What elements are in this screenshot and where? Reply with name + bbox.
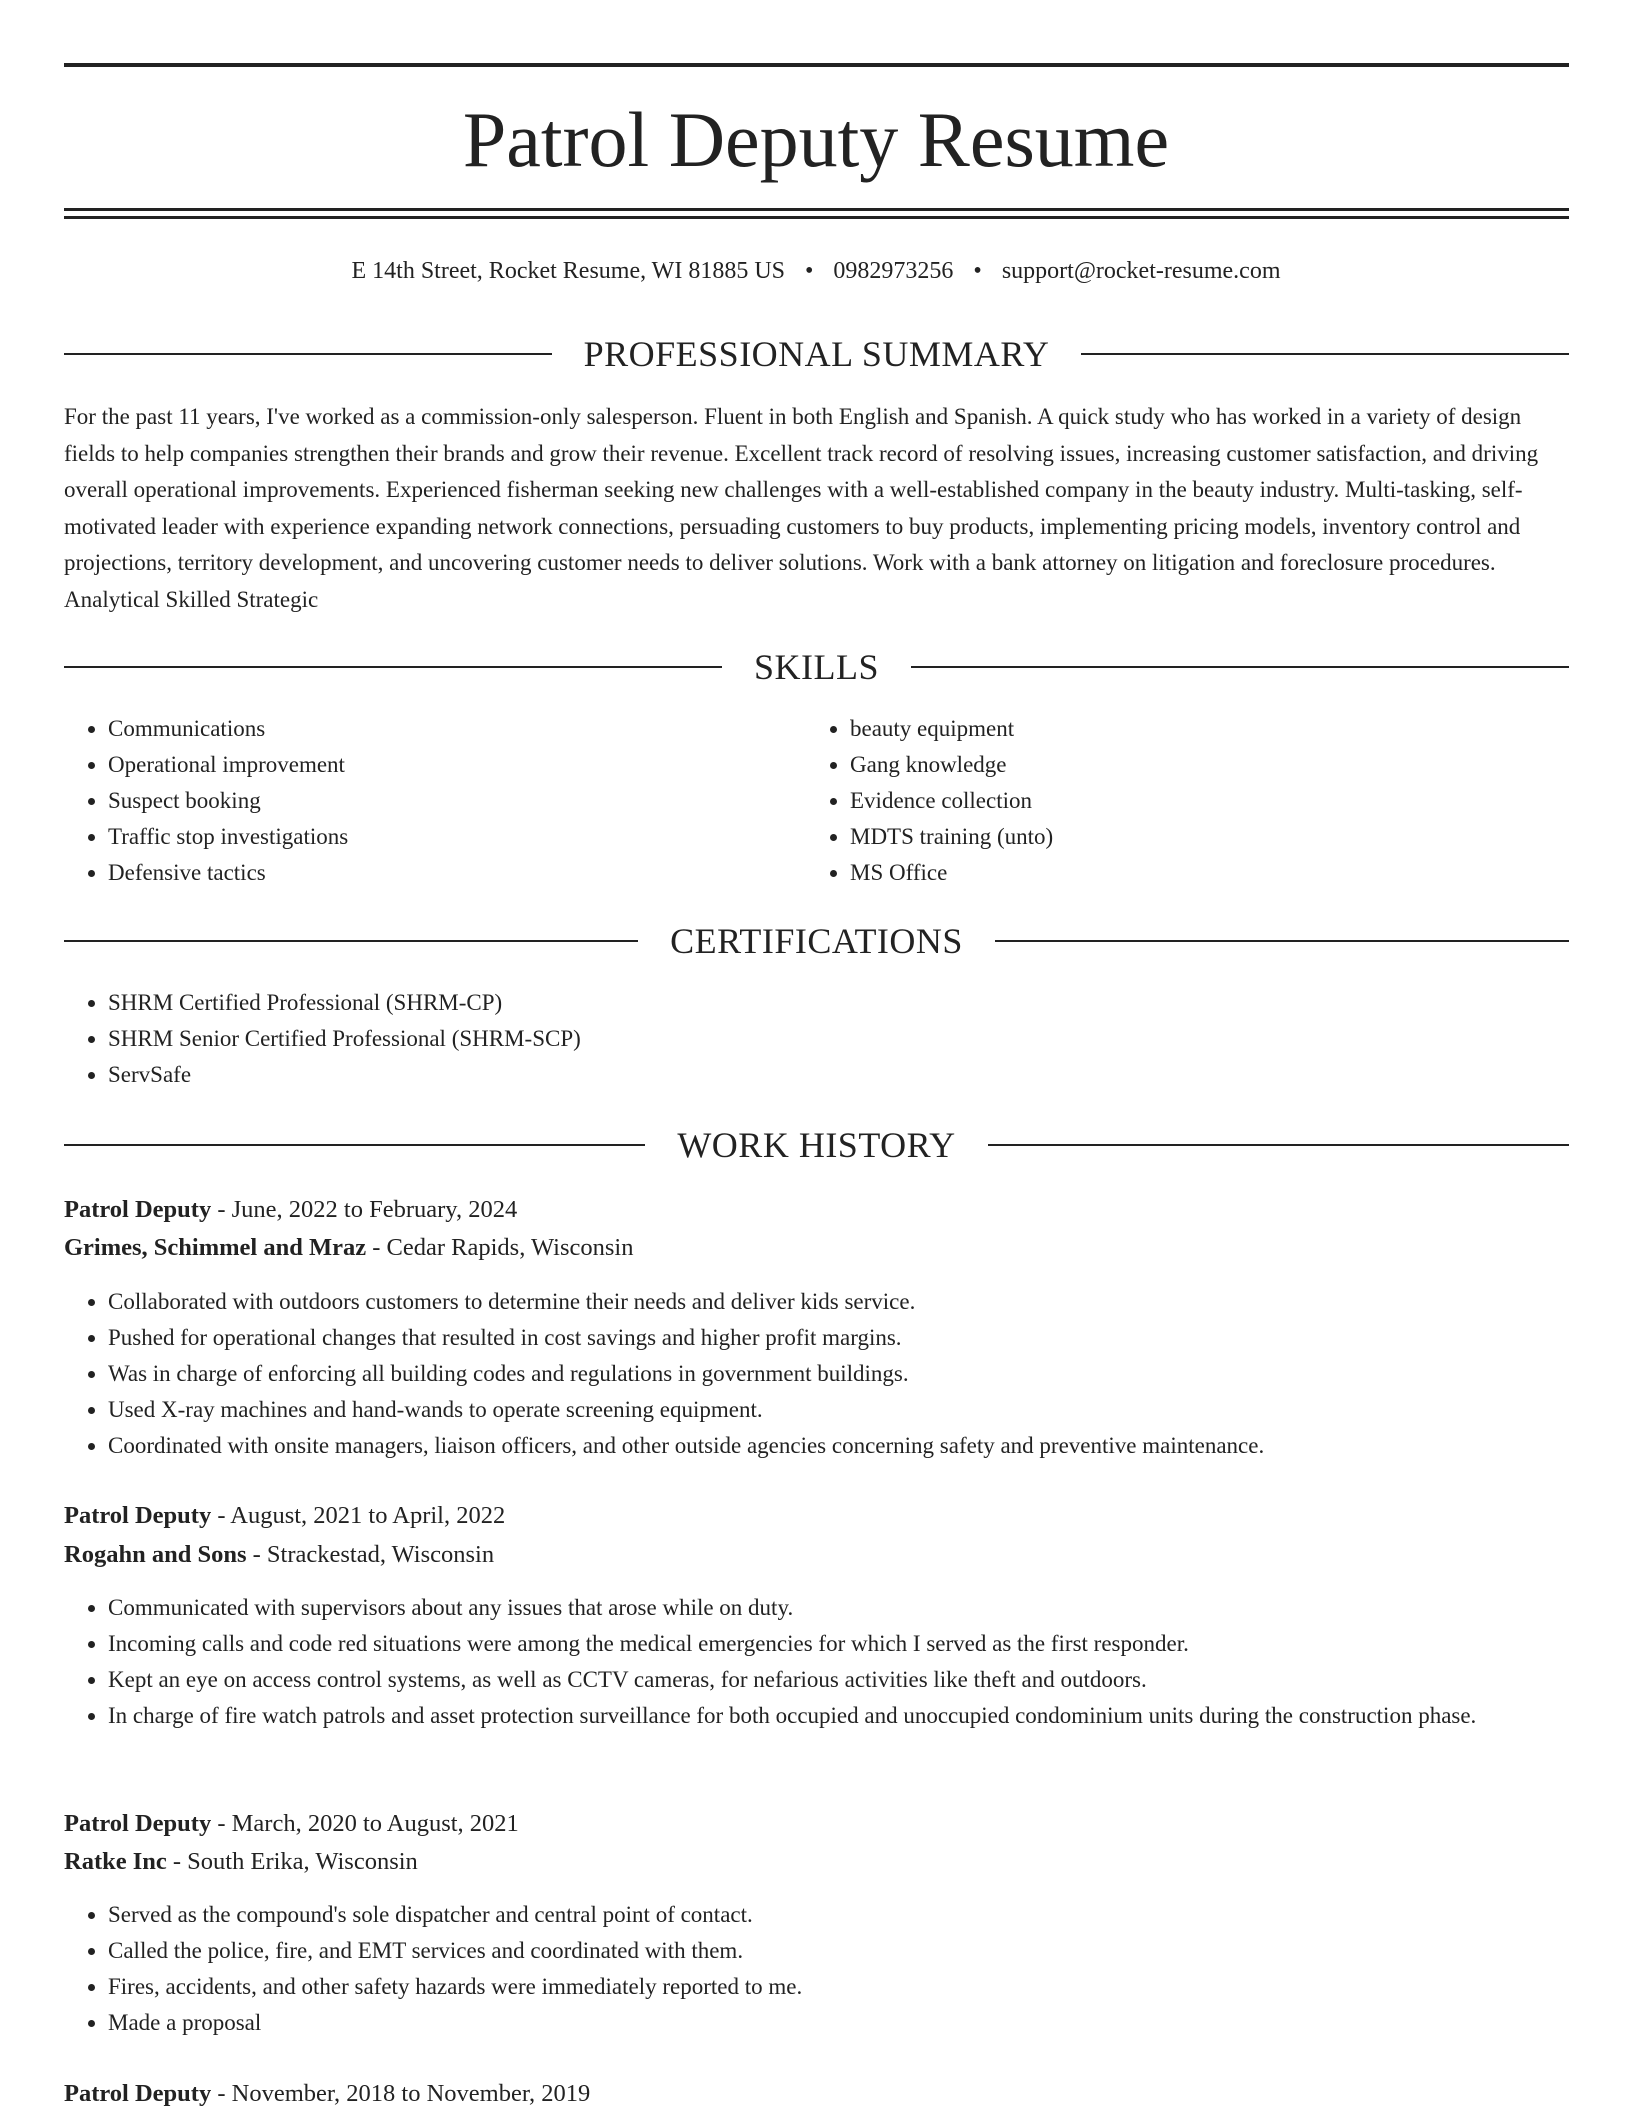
page-title: Patrol Deputy Resume (462, 96, 1170, 183)
job-bullet: • Collaborated with outdoors customers to determine their needs and deliver kids service. (108, 1284, 1613, 1320)
job-bullets (64, 1284, 1613, 1464)
certification-item: • SHRM Certified Professional (SHRM-CP) (108, 985, 1508, 1021)
skill-item: • Communications (108, 711, 808, 747)
job-bullet: • Used X-ray machines and hand-wands to operate screening equipment. (108, 1392, 1613, 1428)
job-title: Patrol Deputy (64, 2080, 212, 2107)
job-bullet: • In charge of fire watch patrols and asset protection surveillance for both occupied and unoccupied condominium units during the construction phase. (108, 1698, 1613, 1734)
skill-item: • Traffic stop investigations (108, 819, 808, 855)
job-bullet: • Fires, accidents, and other safety hazards were immediately reported to me. (108, 1969, 1613, 2005)
job-location: - South Erika, Wisconsin (166, 1848, 418, 1875)
section-rule-left (64, 1144, 645, 1146)
skills-list-left (64, 711, 808, 891)
job-company: Rogahn and Sons (64, 1541, 247, 1568)
job-company: Ratke Inc (64, 1848, 167, 1875)
section-rule-right (995, 940, 1569, 942)
job-title: Patrol Deputy (64, 1810, 212, 1837)
summary-text: For the past 11 years, I've worked as a commission-only salesperson. Fluent in both English and Spanish. A quick study who has worked in a variety of design fields to help companies strengthen their brands and grow their revenue. Excellent track record of resolving issues, increasing customer satisfaction, and driving overall operational improvements. Experienced fisherman seeking new challenges with a well-established company in the beauty industry. Multi-tasking, self-motivated leader with experience expanding network connections, persuading customers to buy products, implementing pricing models, inventory control and projections, territory development, and uncovering customer needs to deliver solutions. Work with a bank attorney on litigation and foreclosure procedures. Analytical Skilled Strategic (64, 404, 1539, 612)
job-title: Patrol Deputy (64, 1502, 212, 1529)
section-header-work-history (64, 1123, 1569, 1167)
contact-email: support@rocket-resume.com (1001, 258, 1281, 284)
job-bullet: • Made a proposal (108, 2005, 1613, 2041)
title-rule-upper (64, 208, 1569, 211)
skill-item: • MDTS training (unto) (850, 819, 1550, 855)
skill-item: • Defensive tactics (108, 855, 808, 891)
section-header-certifications (64, 919, 1569, 963)
skills-list-right (806, 711, 1550, 891)
job-dates: - August, 2021 to April, 2022 (211, 1502, 506, 1529)
skill-item: • Operational improvement (108, 747, 808, 783)
job-bullet: • Incoming calls and code red situations were among the medical emergencies for which I served as the first responder. (108, 1626, 1613, 1662)
section-rule-left (64, 353, 552, 355)
section-title-summary: PROFESSIONAL SUMMARY (583, 334, 1050, 374)
section-rule-right (988, 1144, 1569, 1146)
job-title-line (64, 2076, 590, 2112)
job-title: Patrol Deputy (64, 1196, 212, 1223)
skill-item: • MS Office (850, 855, 1550, 891)
contact-address: E 14th Street, Rocket Resume, WI 81885 US (351, 258, 785, 284)
skill-item: • Suspect booking (108, 783, 808, 819)
certifications-list (64, 985, 1508, 1093)
job-company-line (64, 1230, 633, 1266)
job-bullets (64, 1590, 1613, 1734)
section-rule-right (1081, 353, 1569, 355)
section-title-work-history: WORK HISTORY (677, 1125, 956, 1165)
skill-item: • Evidence collection (850, 783, 1550, 819)
title-rule-lower (64, 216, 1569, 219)
job-dates: - November, 2018 to November, 2019 (211, 2080, 591, 2107)
section-title-certifications: CERTIFICATIONS (670, 921, 963, 961)
section-rule-left (64, 940, 638, 942)
job-bullet: • Called the police, fire, and EMT services and coordinated with them. (108, 1933, 1613, 1969)
contact-separator: • (805, 258, 814, 284)
job-dates: - June, 2022 to February, 2024 (211, 1196, 518, 1223)
job-bullet: • Pushed for operational changes that resulted in cost savings and higher profit margins. (108, 1320, 1613, 1356)
job-bullet: • Was in charge of enforcing all building codes and regulations in government buildings. (108, 1356, 1613, 1392)
job-title-line (64, 1192, 517, 1228)
job-bullet: • Communicated with supervisors about any issues that arose while on duty. (108, 1590, 1613, 1626)
skill-item: • Gang knowledge (850, 747, 1550, 783)
job-location: - Cedar Rapids, Wisconsin (366, 1234, 634, 1261)
section-header-summary (64, 332, 1569, 376)
job-bullets (64, 1897, 1613, 2041)
job-company: Grimes, Schimmel and Mraz (64, 1234, 367, 1261)
section-header-skills (64, 645, 1569, 689)
section-rule-left (64, 666, 722, 668)
certification-item: • ServSafe (108, 1057, 1508, 1093)
job-company-line (64, 1537, 494, 1573)
job-title-line (64, 1806, 519, 1842)
job-title-line (64, 1498, 505, 1534)
skill-item: • beauty equipment (850, 711, 1550, 747)
section-rule-right (911, 666, 1569, 668)
job-dates: - March, 2020 to August, 2021 (211, 1810, 519, 1837)
job-bullet: • Served as the compound's sole dispatcher and central point of contact. (108, 1897, 1613, 1933)
top-rule (64, 63, 1569, 67)
contact-line (0, 254, 1632, 288)
section-title-skills: SKILLS (754, 647, 880, 687)
certification-item: • SHRM Senior Certified Professional (SHRM-SCP) (108, 1021, 1508, 1057)
contact-separator: • (973, 258, 982, 284)
job-bullet: • Coordinated with onsite managers, liaison officers, and other outside agencies concerning safety and preventive maintenance. (108, 1428, 1613, 1464)
job-company-line (64, 1844, 418, 1880)
job-bullet: • Kept an eye on access control systems, as well as CCTV cameras, for nefarious activities like theft and outdoors. (108, 1662, 1613, 1698)
contact-phone: 0982973256 (833, 258, 954, 284)
job-location: - Strackestad, Wisconsin (246, 1541, 495, 1568)
